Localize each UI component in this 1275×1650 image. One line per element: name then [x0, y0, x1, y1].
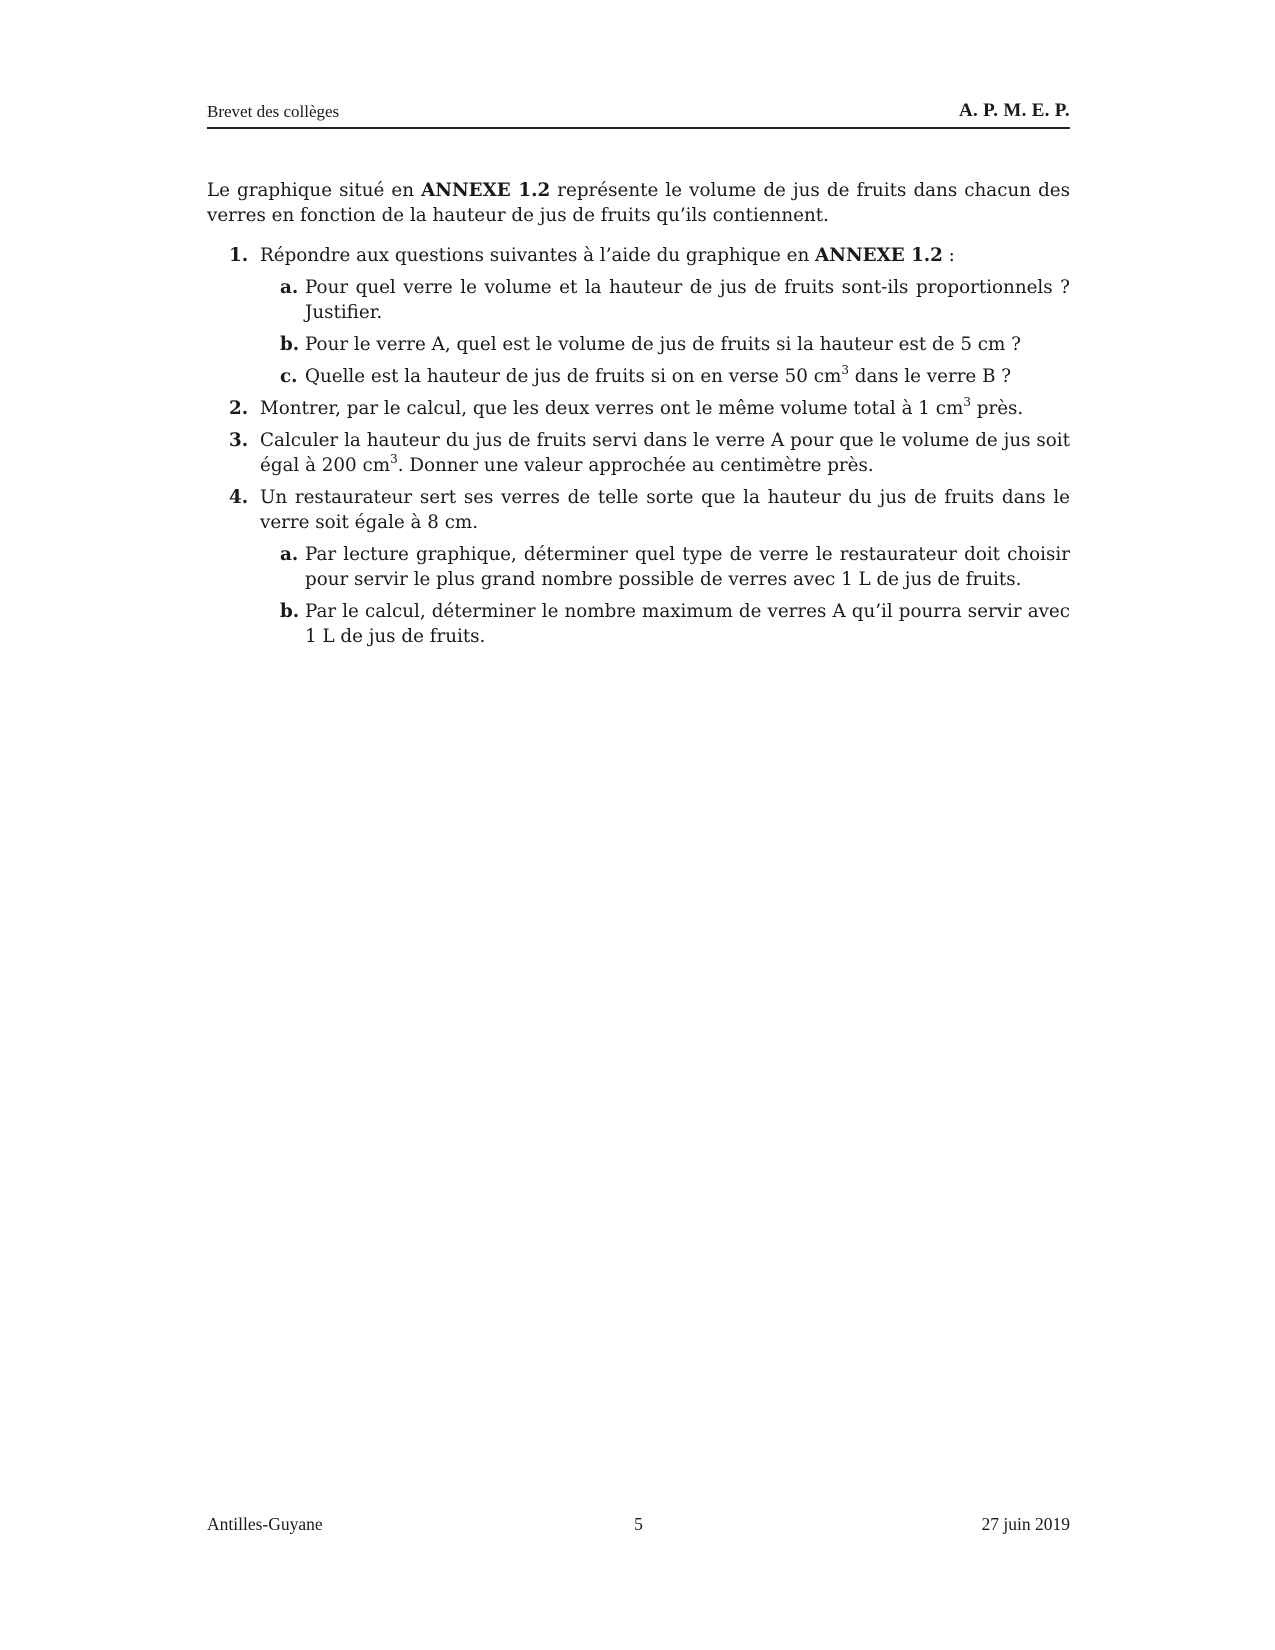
- question-1: [207, 243, 1070, 389]
- question-1a-label: a.: [280, 277, 299, 298]
- page-header: [207, 100, 1070, 129]
- header-right-text: A. P. M. E. P.: [958, 100, 1070, 121]
- question-4b-label: b.: [280, 601, 300, 622]
- question-1a: [260, 275, 1070, 325]
- question-1c-exponent: 3: [841, 362, 849, 377]
- question-4-number: 4.: [229, 487, 249, 508]
- question-4: [207, 485, 1070, 649]
- question-2-text-2: près.: [970, 398, 1024, 419]
- question-1b-text: Pour le verre A, quel est le volume de jus de fruits si la hauteur est de 5 cm ?: [305, 334, 1021, 355]
- question-1b-label: b.: [280, 334, 300, 355]
- question-list: [207, 243, 1070, 649]
- footer-date: 27 juin 2019: [981, 1514, 1070, 1534]
- intro-paragraph: [207, 178, 1070, 228]
- question-1b: [260, 332, 1070, 357]
- question-1-annex-ref: ANNEXE 1.2: [815, 245, 943, 266]
- question-4b: [260, 599, 1070, 649]
- question-1a-text: Pour quel verre le volume et la hauteur de jus de fruits sont-ils proportionnels ? Justifier.: [305, 277, 1070, 323]
- question-2-exponent: 3: [963, 394, 971, 409]
- question-2: [207, 396, 1070, 421]
- question-4a-label: a.: [280, 544, 299, 565]
- question-1c-text-1: Quelle est la hauteur de jus de fruits si on en verse 50 cm: [305, 366, 842, 387]
- question-1c-label: c.: [280, 366, 298, 387]
- question-3-number: 3.: [229, 430, 249, 451]
- intro-text-1: Le graphique situé en: [207, 180, 422, 201]
- header-left-text: Brevet des collèges: [207, 102, 340, 121]
- intro-annex-ref: ANNEXE 1.2: [421, 180, 551, 201]
- question-4a-text: Par lecture graphique, déterminer quel type de verre le restaurateur doit choisir pour servir le plus grand nombre possible de verres avec 1 L de jus de fruits.: [305, 544, 1070, 590]
- question-1-number: 1.: [229, 245, 249, 266]
- question-1c: [260, 364, 1070, 389]
- question-4-subitems: [260, 542, 1070, 649]
- question-3-text-1: Calculer la hauteur du jus de fruits servi dans le verre A pour que le volume de jus soit égal à 200 cm: [260, 430, 1070, 476]
- question-2-text-1: Montrer, par le calcul, que les deux verres ont le même volume total à 1 cm: [260, 398, 964, 419]
- page-content: [207, 178, 1070, 656]
- intro-text-2: représente le volume de jus de fruits dans chacun des verres en fonction de la hauteur de jus de fruits qu’ils contiennent.: [207, 180, 1070, 226]
- question-4b-text: Par le calcul, déterminer le nombre maximum de verres A qu’il pourra servir avec 1 L de jus de fruits.: [305, 601, 1070, 647]
- question-1-subitems: [260, 275, 1070, 389]
- question-1c-text-2: dans le verre B ?: [848, 366, 1012, 387]
- question-3-text-2: . Donner une valeur approchée au centimètre près.: [397, 455, 874, 476]
- question-3-exponent: 3: [390, 451, 398, 466]
- question-2-number: 2.: [229, 398, 249, 419]
- question-3: [207, 428, 1070, 478]
- question-1-text-1: Répondre aux questions suivantes à l’aide du graphique en: [260, 245, 816, 266]
- page-footer: [207, 1514, 1070, 1538]
- footer-left-text: Antilles-Guyane: [207, 1514, 323, 1534]
- question-4a: [260, 542, 1070, 592]
- page-number: 5: [634, 1514, 643, 1534]
- question-4-text: Un restaurateur sert ses verres de telle sorte que la hauteur du jus de fruits dans le verre soit égale à 8 cm.: [260, 487, 1070, 533]
- question-1-text-2: :: [942, 245, 955, 266]
